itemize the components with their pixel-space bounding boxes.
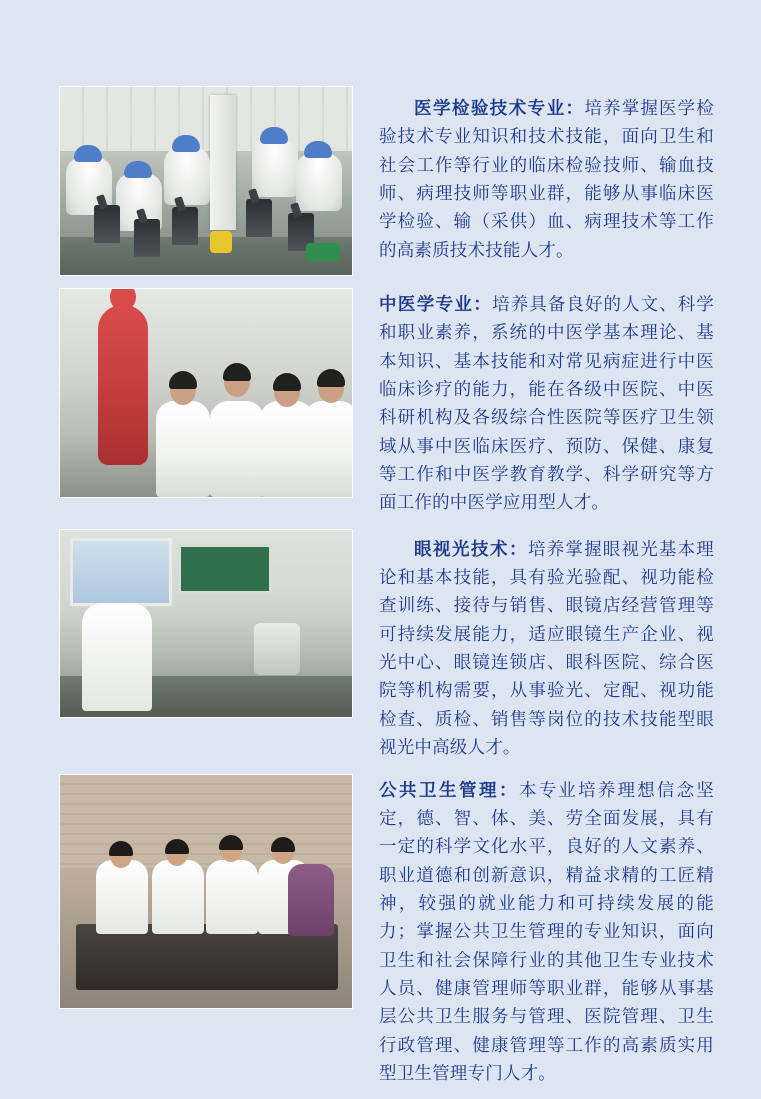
major-text: [353, 529, 714, 762]
major-entry: [59, 529, 714, 762]
medical-lab-microscopes-photo: [59, 86, 353, 276]
major-text: [353, 288, 714, 517]
major-description: 培养具备良好的人文、科学和职业素养，系统的中医学基本理论、基本知识、基本技能和对常见病症进行中医临床诊疗的能力，能在各级中医院、中医科研机构及各级综合性医院等医疗卫生领域从事中医临床医疗、预防、保健、康复等工作和中医学教育教学、科学研究等方面工作的中医学应用型人才。: [379, 294, 714, 513]
major-text: [353, 774, 714, 1088]
major-entry: [59, 288, 714, 517]
major-title: 眼视光技术：: [414, 538, 528, 559]
major-title: 医学检验技术专业：: [414, 98, 585, 118]
majors-list: [59, 86, 714, 1099]
major-entry: [59, 86, 714, 276]
optometry-training-room-photo: [59, 529, 353, 718]
major-title: 公共卫生管理：: [379, 779, 519, 800]
public-health-blood-pressure-practice-photo: [59, 774, 353, 1009]
acupuncture-model-teaching-photo: [59, 288, 353, 498]
major-description: 培养掌握眼视光基本理论和基本技能，具有验光验配、视功能检查训练、接待与销售、眼镜店经营管理等可持续发展能力，适应眼镜生产企业、视光中心、眼镜连锁店、眼科医院、综合医院等机构需要，从事验光、定配、视功能检查、质检、销售等岗位的技术技能型眼视光中高级人才。: [379, 538, 714, 758]
major-description: 本专业培养理想信念坚定，德、智、体、美、劳全面发展，具有一定的科学文化水平，良好的人文素养、职业道德和创新意识，精益求精的工匠精神，较强的就业能力和可持续发展的能力；掌握公共卫生管理的专业知识，面向卫生和社会保障行业的其他卫生专业技术人员、健康管理师等职业群，能够从事基层公共卫生服务与管理、医院管理、卫生行政管理、健康管理等工作的高素质实用型卫生管理专门人才。: [379, 779, 714, 1083]
major-title: 中医学专业：: [379, 294, 493, 314]
major-text: [353, 86, 714, 264]
major-entry: [59, 774, 714, 1088]
major-description: 培养掌握医学检验技术专业知识和技术技能，面向卫生和社会工作等行业的临床检验技师、输血技师、病理技师等职业群，能够从事临床医学检验、输（采供）血、病理技术等工作的高素质技术技能人才。: [379, 98, 715, 260]
